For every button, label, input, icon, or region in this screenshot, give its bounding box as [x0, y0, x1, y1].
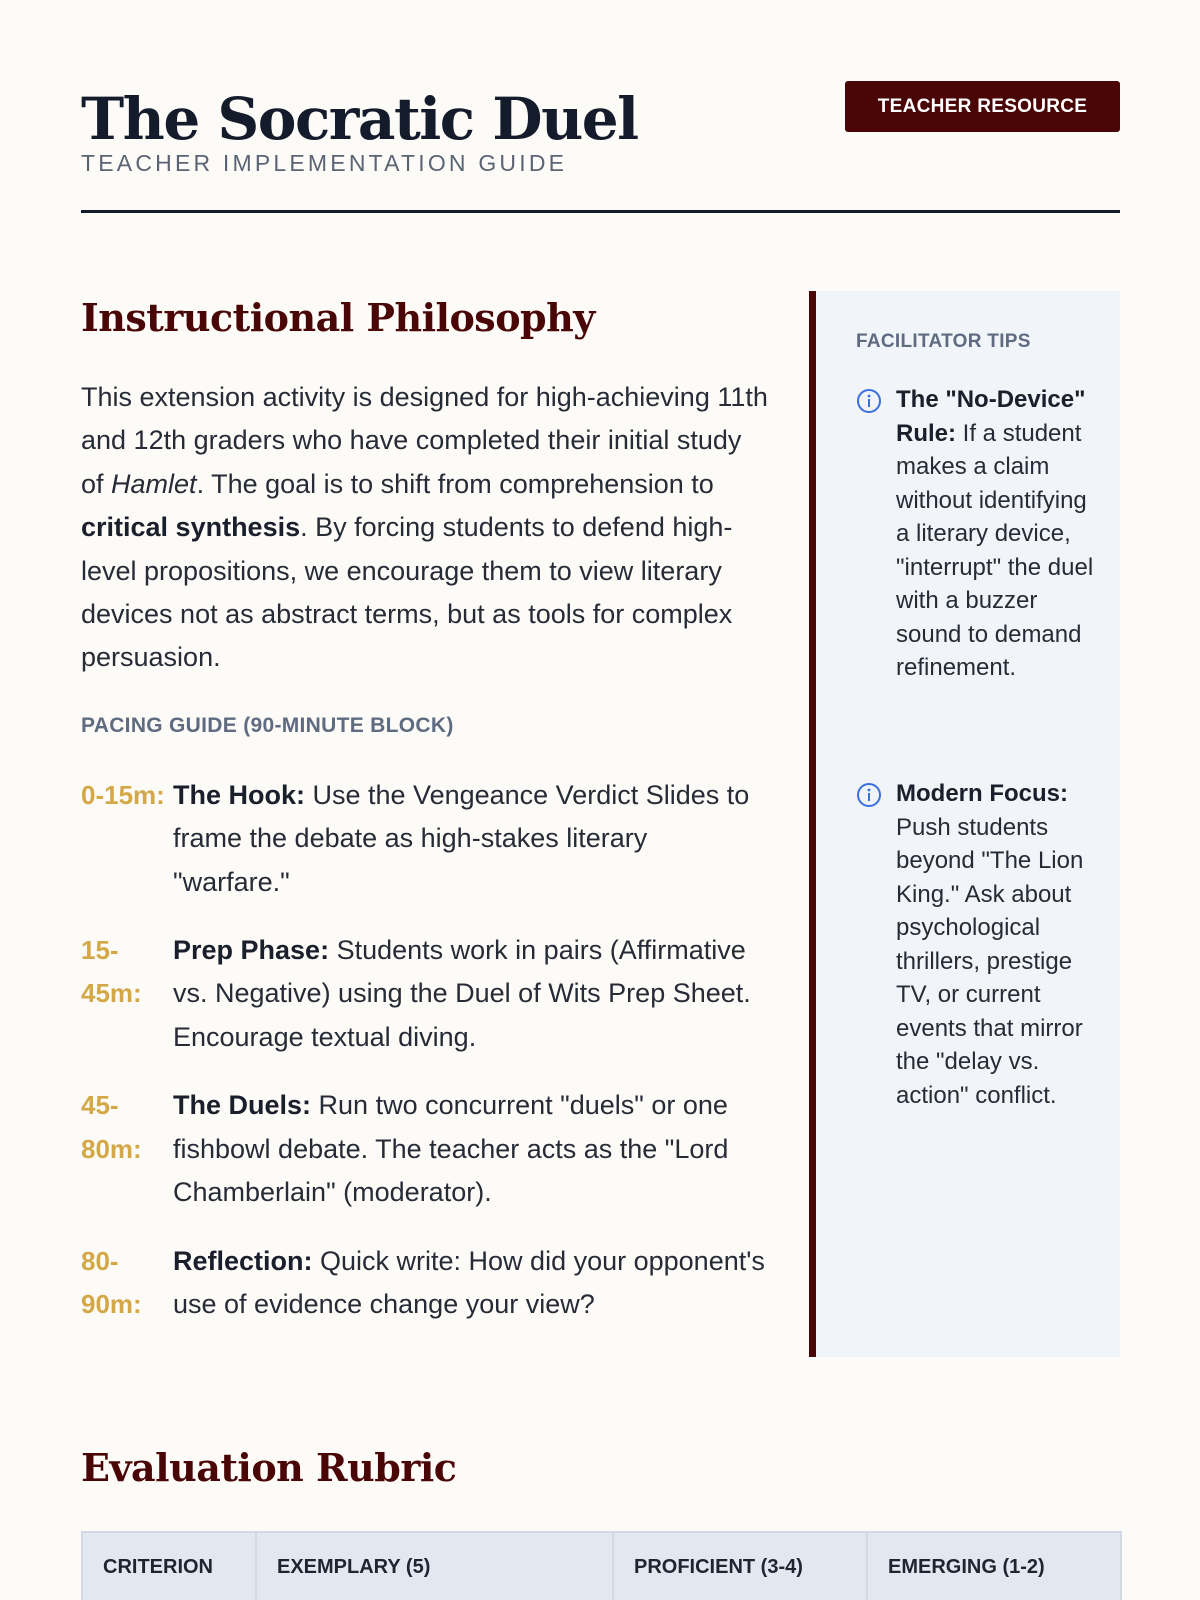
info-icon [856, 383, 896, 419]
pacing-item [81, 774, 771, 904]
pacing-description [173, 1084, 771, 1214]
philosophy-emphasis: critical synthesis [81, 512, 301, 543]
pacing-guide-label: PACING GUIDE (90-MINUTE BLOCK) [81, 713, 454, 737]
philosophy-text-3: . By forcing students to defend high-level propositions, we encourage them to view literary devices not as abstract terms, but as tools for complex persuasion. [81, 512, 733, 673]
philosophy-heading: Instructional Philosophy [81, 295, 595, 340]
pacing-text: Quick write: How did your opponent's use of evidence change your view? [173, 1245, 765, 1319]
pacing-description [173, 774, 771, 904]
tip-text [896, 777, 1096, 1112]
page-title: The Socratic Duel [81, 85, 638, 153]
page-subtitle: TEACHER IMPLEMENTATION GUIDE [81, 150, 568, 176]
work-title: Hamlet [111, 468, 197, 499]
pacing-time: 0-15m: [81, 779, 165, 810]
rubric-column-header: EMERGING (1-2) [867, 1532, 1121, 1600]
philosophy-text-2: . The goal is to shift from comprehension to [196, 468, 714, 499]
pacing-description [173, 929, 771, 1059]
pacing-time: 80-90m: [81, 1245, 142, 1319]
pacing-list [81, 774, 771, 1326]
pacing-text: Students work in pairs (Affirmative vs. Negative) using the Duel of Wits Prep Sheet. Encourage textual diving. [173, 935, 751, 1052]
tip-body: If a student makes a claim without identifying a literary device, "interrupt" the duel with a buzzer sound to demand refinement. [896, 419, 1094, 681]
philosophy-paragraph [81, 376, 771, 680]
pacing-lead: Prep Phase: [173, 935, 330, 966]
pacing-description [173, 1240, 771, 1327]
rubric-column-header: PROFICIENT (3-4) [613, 1532, 867, 1600]
tip-item [856, 777, 1096, 1112]
pacing-item [81, 1240, 771, 1327]
main-column [81, 290, 771, 1351]
facilitator-tips-sidebar [809, 291, 1120, 1357]
philosophy-text-1: This extension activity is designed for high-achieving 11th and 12th graders who have completed their initial study of [81, 382, 768, 499]
pacing-time: 45-80m: [81, 1090, 142, 1164]
info-icon [856, 777, 896, 813]
tip-item [856, 383, 1096, 685]
rubric-column-header: CRITERION [82, 1532, 256, 1600]
tip-body: Push students beyond "The Lion King." Ask about psychological thrillers, prestige TV, or current events that mirror the "delay vs. action" conflict. [896, 813, 1084, 1109]
tip-text [896, 383, 1096, 685]
pacing-text: Run two concurrent "duels" or one fishbowl debate. The teacher acts as the "Lord Chamberlain" (moderator). [173, 1090, 729, 1208]
pacing-lead: Reflection: [173, 1245, 313, 1276]
evaluation-rubric-table [81, 1531, 1122, 1600]
rubric-heading: Evaluation Rubric [81, 1445, 457, 1490]
rubric-column-header: EXEMPLARY (5) [256, 1532, 613, 1600]
pacing-lead: The Duels: [173, 1090, 312, 1121]
document-header [81, 78, 1120, 213]
tip-lead: Modern Focus: [896, 780, 1068, 807]
pacing-lead: The Hook: [173, 779, 305, 810]
pacing-time: 15-45m: [81, 935, 142, 1009]
pacing-item [81, 1084, 771, 1214]
tip-lead: The "No-Device" Rule: [896, 386, 1086, 447]
facilitator-tips-label: FACILITATOR TIPS [856, 331, 1031, 352]
pacing-item [81, 929, 771, 1059]
teacher-resource-badge: TEACHER RESOURCE [845, 81, 1120, 132]
pacing-text: Use the Vengeance Verdict Slides to frame the debate as high-stakes literary "warfare." [173, 779, 750, 897]
rubric-header-row [82, 1532, 1121, 1600]
